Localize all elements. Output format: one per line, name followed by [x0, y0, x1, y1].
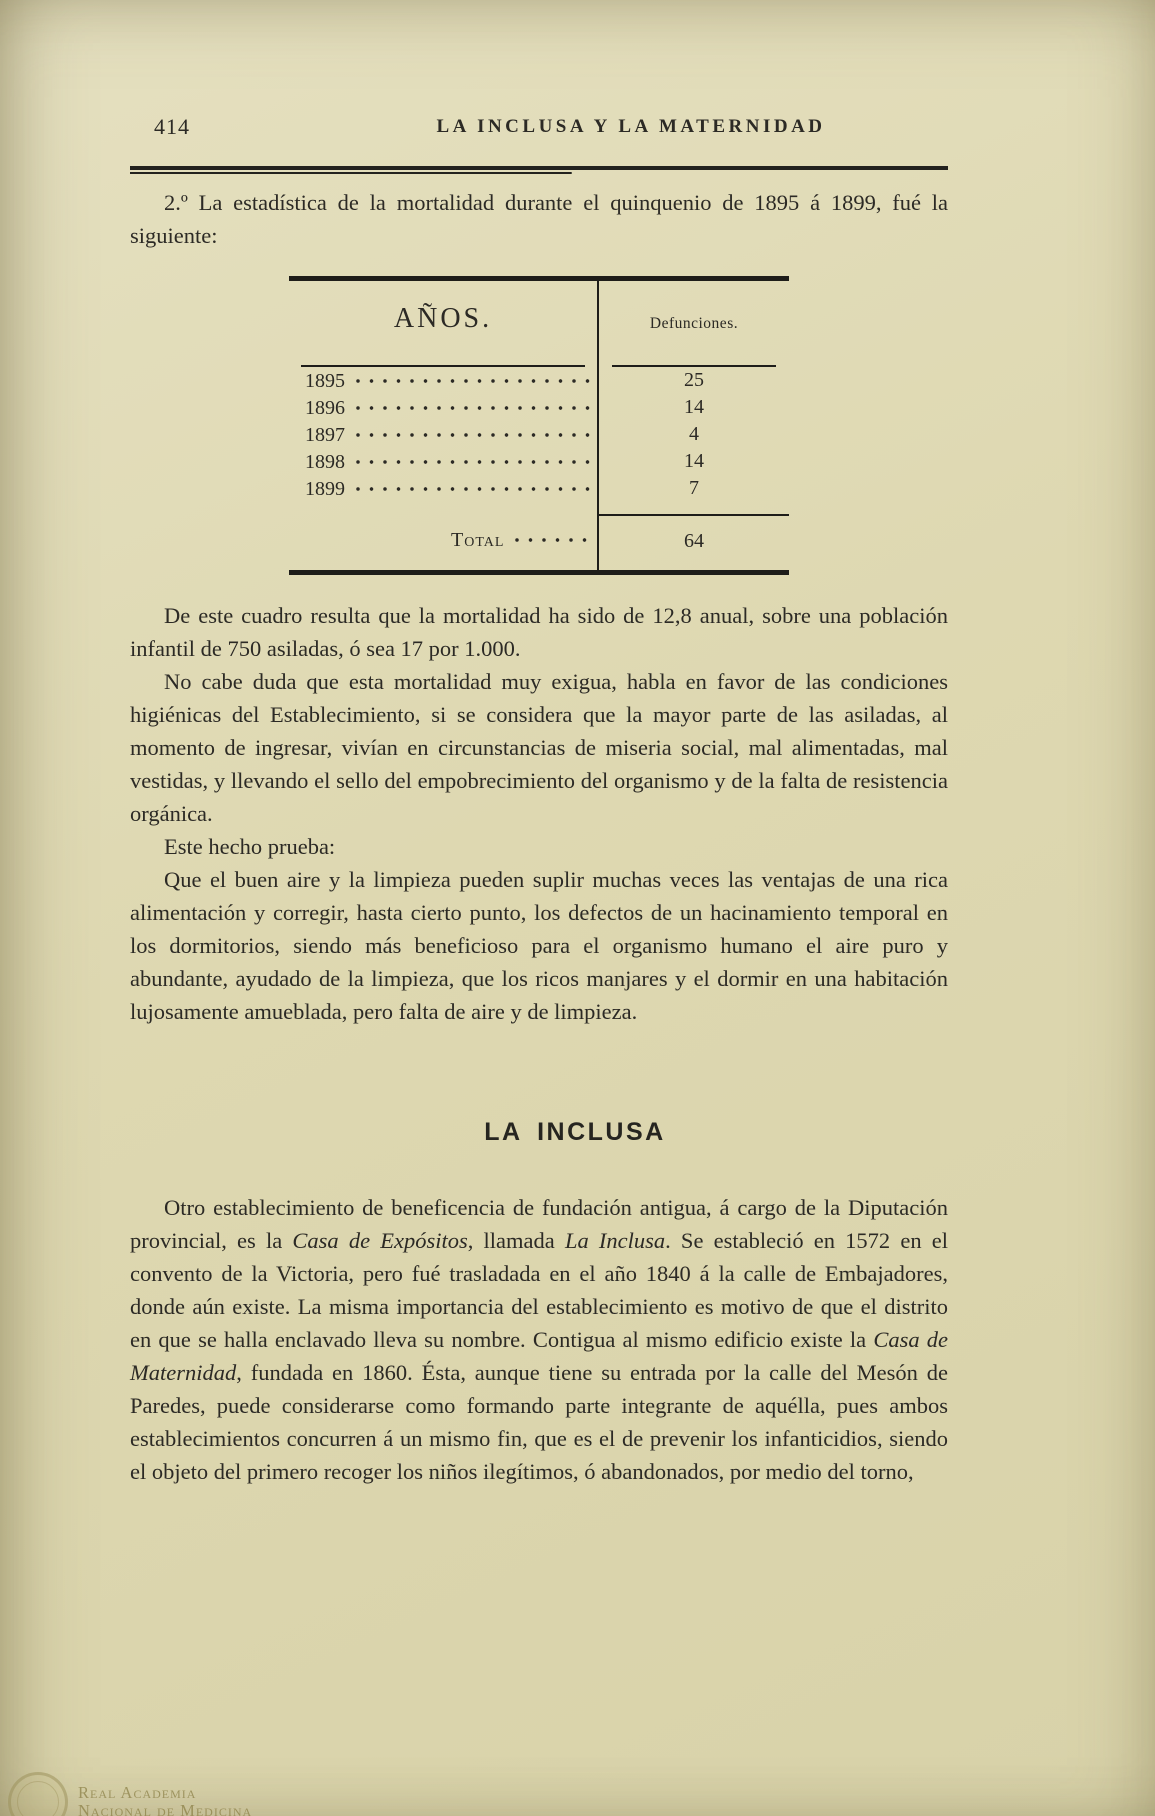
table-bottom-rule	[289, 570, 789, 575]
italic-text-run: La Inclusa	[564, 1228, 666, 1253]
deaths-header-label: Defunciones.	[649, 315, 739, 332]
text-run: , llamada	[467, 1228, 565, 1253]
dot-leader	[355, 421, 591, 441]
year-cell	[289, 367, 597, 394]
page-header	[130, 112, 948, 142]
watermark-text	[78, 1784, 252, 1816]
year-cell	[289, 448, 597, 475]
table-row	[289, 394, 789, 421]
deaths-value: 7	[597, 475, 789, 514]
years-header-underline	[301, 365, 584, 367]
paragraph-buen-aire: Que el buen aire y la limpieza pueden suplir muchas veces las ventajas de una rica alimentación y corregir, hasta cierto punto, los defectos de un hacinamiento temporal en los dormitorios, siendo más beneficioso para el organismo humano el aire puro y abundante, ayudado de la limpieza, que los ricos manjares y el dormir en una habitación lujosamente amueblada, pero falta de aire y de limpieza.	[130, 867, 948, 1024]
paragraph-este-hecho: Este hecho prueba:	[164, 834, 336, 859]
year-label: 1899	[305, 478, 345, 500]
deaths-value: 4	[597, 421, 789, 448]
paragraph-hygiene: No cabe duda que esta mortalidad muy exigua, habla en favor de las condiciones higiénicas del Establecimiento, si se considera que la mayor parte de las asiladas, al momento de ingresar, vivían en circunstancias de miseria social, mal alimentadas, mal vestidas, y llevando el sello del empobrecimiento del organismo y de la falta de resistencia orgánica.	[130, 669, 948, 826]
table-column-header-deaths	[597, 281, 789, 367]
year-label: 1897	[305, 424, 345, 446]
dot-leader	[355, 394, 591, 414]
year-cell	[289, 421, 597, 448]
dot-leader	[355, 367, 591, 387]
year-label: 1895	[305, 370, 345, 392]
library-watermark	[8, 1772, 252, 1816]
table-row	[289, 421, 789, 448]
italic-text-run: Casa de Expósitos	[292, 1228, 468, 1253]
year-label: 1896	[305, 397, 345, 419]
paragraph-mortality-summary: De este cuadro resulta que la mortalidad ha sido de 12,8 anual, sobre una población infantil de 750 asiladas, ó sea 17 por 1.000.	[130, 603, 948, 661]
text-run: . Se estableció en 1572 en el convento de la Victoria, pero fué trasladada en el año 1840 á la calle de Embajadores, donde aún existe. La misma importancia del establecimiento es motivo de que el distrito en que se halla enclavado lleva su nombre. Contigua al mismo edificio existe la	[130, 1228, 949, 1352]
year-cell	[289, 394, 597, 421]
italic-text-run: Casa de Maternidad	[130, 1327, 948, 1385]
paragraph-la-inclusa	[130, 1191, 948, 1488]
table-row	[289, 448, 789, 475]
page-number: 414	[154, 114, 190, 139]
deaths-value: 14	[597, 448, 789, 475]
total-cell	[289, 514, 597, 570]
table-row	[289, 475, 789, 514]
years-header-label: AÑOS.	[393, 303, 493, 334]
dot-leader	[355, 475, 591, 495]
table-total-row	[289, 514, 789, 570]
total-value: 64	[597, 514, 789, 570]
year-cell	[289, 475, 597, 514]
year-label: 1898	[305, 451, 345, 473]
header-rule	[130, 166, 948, 174]
academy-seal-icon	[8, 1772, 68, 1816]
text-run: Otro establecimiento de beneficencia de fundación antigua, á cargo de la Diputación provincial, es la	[130, 1195, 948, 1253]
dot-leader	[355, 448, 591, 468]
watermark-line2: Nacional de Medicina	[78, 1801, 253, 1816]
section-heading-la-inclusa: LA INCLUSA	[484, 1118, 666, 1146]
deaths-value: 25	[597, 367, 789, 394]
table-header-row	[289, 281, 789, 367]
watermark-line1: Real Academia	[78, 1783, 197, 1802]
deaths-value: 14	[597, 394, 789, 421]
dot-leader	[514, 526, 591, 546]
table-column-header-years	[289, 281, 597, 367]
table-row	[289, 367, 789, 394]
intro-paragraph: 2.º La estadística de la mortalidad durante el quinquenio de 1895 á 1899, fué la siguiente:	[130, 190, 948, 248]
text-run: , fundada en 1860. Ésta, aunque tiene su entrada por la calle del Mesón de Paredes, puede considerarse como formando parte integrante de aquélla, pues ambos establecimientos concurren á un mismo fin, que es el de prevenir los infanticidios, siendo el objeto del primero recoger los niños ilegítimos, ó abandonados, por medio del torno,	[130, 1360, 948, 1484]
running-title: LA INCLUSA Y LA MATERNIDAD	[436, 116, 826, 137]
deaths-header-underline	[612, 365, 775, 367]
total-label: Total	[451, 529, 505, 551]
text-column	[130, 0, 948, 1488]
mortality-table	[289, 276, 789, 575]
